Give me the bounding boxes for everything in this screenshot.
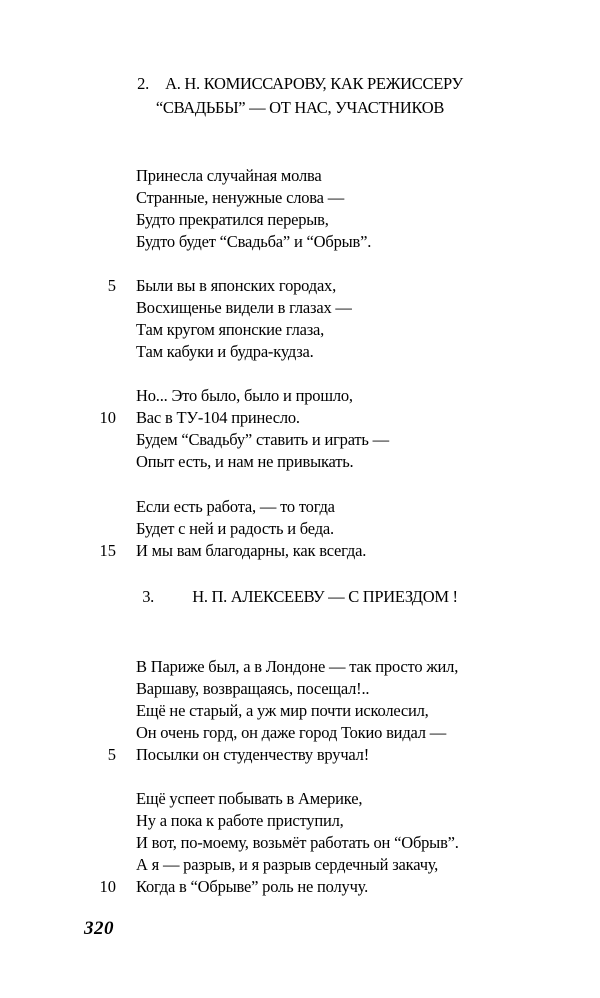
poem-line: Будем “Свадьбу” ставить и играть — <box>136 430 389 449</box>
poem-line: Там кабуки и будра-кудза. <box>136 342 314 361</box>
poem-line: Принесла случайная молва <box>136 166 322 185</box>
poem-line: Странные, ненужные слова — <box>136 188 345 207</box>
section-3-heading <box>60 585 540 609</box>
line-number: 10 <box>99 408 116 427</box>
poem-line: Опыт есть, и нам не привыкать. <box>136 452 354 471</box>
poem-line: Будто будет “Свадьба” и “Обрыв”. <box>136 232 372 251</box>
poem-line: Будет с ней и радость и беда. <box>136 519 334 538</box>
section-2-number: 2. <box>137 74 149 93</box>
poem-line: Там кругом японские глаза, <box>136 320 325 339</box>
line-number: 15 <box>99 541 116 560</box>
line-number: 5 <box>107 276 116 295</box>
poem-line: В Париже был, а в Лондоне — так просто жил, <box>136 657 459 676</box>
line-number: 5 <box>107 745 116 764</box>
section-3-title-line1: 3. Н. П. АЛЕКСЕЕВУ — С ПРИЕЗДОМ ! <box>60 585 540 609</box>
poem-line: Восхищенье видели в глазах — <box>136 298 352 317</box>
poem-line: Но... Это было, было и прошло, <box>136 386 353 405</box>
line-number: 10 <box>99 877 116 896</box>
poem-line: Варшаву, возвращаясь, посещал!.. <box>136 679 370 698</box>
section-2-title-line1: 2. А. Н. КОМИССАРОВУ, КАК РЕЖИССЕРУ <box>60 72 540 96</box>
section-2-title-line2: “СВАДЬБЫ” — ОТ НАС, УЧАСТНИКОВ <box>155 98 445 117</box>
poem-line: Вас в ТУ-104 принесло. <box>136 408 300 427</box>
poem-line: Он очень горд, он даже город Токио видал — <box>136 723 447 742</box>
poem-line: Посылки он студенчеству вручал! <box>136 745 370 764</box>
poem-line: Были вы в японских городах, <box>136 276 337 295</box>
poem-line: Ещё успеет побывать в Америке, <box>136 789 363 808</box>
poem-line: Ещё не старый, а уж мир почти исколесил, <box>136 701 429 720</box>
section-2-heading <box>60 72 540 120</box>
poem-line: Когда в “Обрыве” роль не получу. <box>136 877 368 896</box>
poem-line: Ну а пока к работе приступил, <box>136 811 344 830</box>
poem-line: Если есть работа, — то тогда <box>136 497 335 516</box>
poem-line: Будто прекратился перерыв, <box>136 210 329 229</box>
poem-line: А я — разрыв, и я разрыв сердечный закачу, <box>136 855 439 874</box>
section-3-number: 3. <box>142 587 155 606</box>
poem-line: И вот, по-моему, возьмёт работать он “Обрыв”. <box>136 833 459 852</box>
poem-line: И мы вам благодарны, как всегда. <box>136 541 367 560</box>
page-number: 320 <box>84 918 114 939</box>
